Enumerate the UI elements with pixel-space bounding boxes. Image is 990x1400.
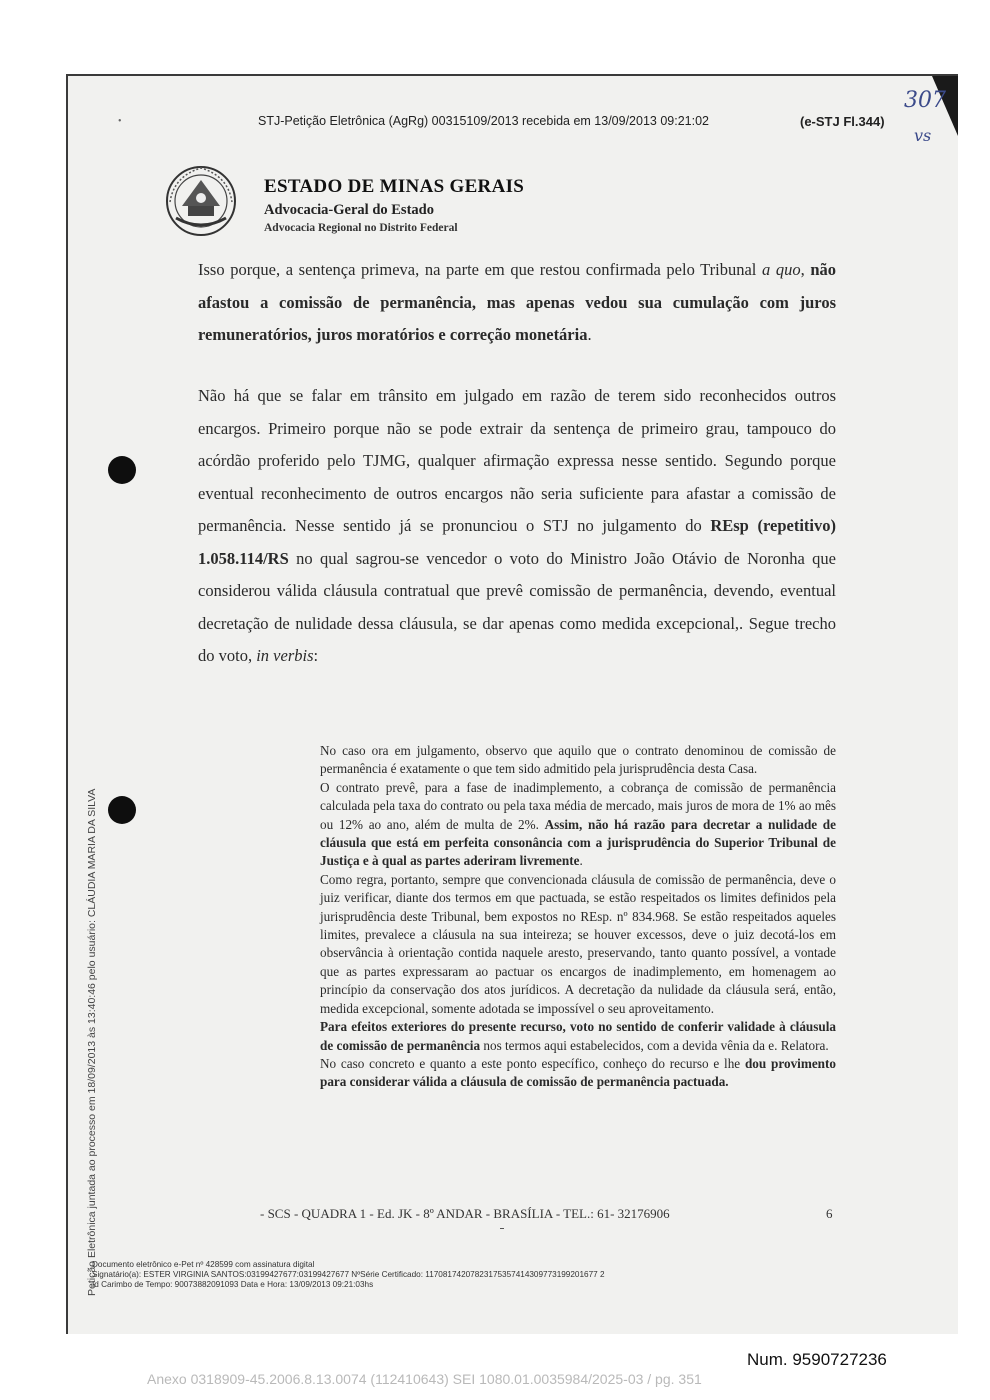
scan-mark: •	[118, 116, 122, 127]
document-number: Num. 9590727236	[747, 1350, 887, 1369]
quote-paragraph: Para efeitos exteriores do presente recurso, voto no sentido de conferir validade à cláusula de comissão de permanência nos termos aqui estabelecidos, com a devida vênia da e. Relatora.	[320, 1019, 836, 1053]
handwritten-initials: vs	[914, 126, 932, 145]
vertical-filing-note: Petição Eletrônica juntada ao processo em 18/09/2013 às 13:40:46 pelo usuário: CLÁUDIA MARIA DA SILVA	[86, 788, 98, 1296]
header-subtitle: Advocacia-Geral do Estado	[264, 202, 434, 218]
header-subtitle-small: Advocacia Regional no Distrito Federal	[264, 222, 458, 234]
punch-hole	[108, 456, 136, 484]
paragraph-1: Isso porque, a sentença primeva, na parte em que restou confirmada pelo Tribunal a quo, não afastou a comissão de permanência, mas apenas vedou sua cumulação com juros remuneratórios, juros moratórios e correção monetária.	[198, 260, 837, 344]
punch-hole	[108, 796, 136, 824]
scanned-page	[66, 74, 958, 1334]
state-seal-icon	[162, 162, 240, 240]
divider	[500, 1228, 504, 1229]
quote-paragraph: O contrato prevê, para a fase de inadimplemento, a cobrança de comissão de permanência calculada pela taxa do contrato ou pela taxa média de mercado, mais juros de mora de 1% ao mês ou 12% ao ano, além de multa de 2%. Assim, não há razão para decretar a nulidade de cláusula que está em perfeita consonância com a jurisprudência do Superior Tribunal de Justiça e à qual as partes aderiram livremente.	[320, 779, 836, 869]
handwritten-number: 307	[904, 88, 946, 113]
petition-header-line: STJ-Petição Eletrônica (AgRg) 00315109/2013 recebida em 13/09/2013 09:21:02	[258, 114, 709, 128]
annex-reference: Anexo 0318909-45.2006.8.13.0074 (112410643) SEI 1080.01.0035984/2025-03 / pg. 351	[147, 1371, 702, 1387]
footer-page-number: 6	[826, 1206, 833, 1221]
header-title: ESTADO DE MINAS GERAIS	[264, 176, 525, 197]
digital-signature-block: Documento eletrônico e-Pet nº 428599 com assinatura digital Signatário(a): ESTER VIRGINIA SANTOS:03199427677:03199427677 NºSérie Certificado: 11708174207823175357414309773199201677 2 Id Carimbo de Tempo: 90073882091093 Data e Hora: 13/09/2013 09:21:03hs	[92, 1260, 605, 1289]
quote-paragraph: Como regra, portanto, sempre que convencionada cláusula de comissão de permanência, deve o juiz verificar, diante dos termos em que pactuada, se estão respeitados os limites definidos pela jurisprudência deste Tribunal, bem expostos no REsp. nº 834.968. Se estão respeitados aqueles limites, prevalece a cláusula na sua inteireza; se houver excessos, deve o juiz decotá-los em observância à orientação contida naquele aresto, preservando, tanto quanto possível, a vontade que as partes expressaram ao pactuar os encargos de inadimplemento, em homenagem ao princípio da conservação dos atos jurídicos. A decretação da nulidade da cláusula será, então, medida excepcional, somente adotada se impossível o seu aproveitamento.	[320, 871, 836, 1016]
paragraph-2: Não há que se falar em trânsito em julgado em razão de terem sido reconhecidos outros encargos. Primeiro porque não se pode extrair da sentença de primeiro grau, tampouco do acórdão proferido pelo TJMG, qualquer afirmação expressa nesse sentido. Segundo porque eventual reconhecimento de outros encargos não seria suficiente para afastar a comissão de permanência. Nesse sentido já se pronunciou o STJ no julgamento do REsp (repetitivo) 1.058.114/RS no qual sagrou-se vencedor o voto do Ministro João Otávio de Noronha que considerou válida cláusula contratual que prevê comissão de permanência, devendo, eventual decretação de nulidade dessa cláusula, se dar apenas como medida excepcional,. Segue trecho do voto, in verbis:	[198, 386, 836, 665]
footer-address: - SCS - QUADRA 1 - Ed. JK - 8º ANDAR - BRASÍLIA - TEL.: 61- 32176906	[260, 1206, 670, 1221]
quote-paragraph: No caso ora em julgamento, observo que aquilo que o contrato denominou de comissão de permanência é exatamente o que tem sido admitido pela jurisprudência desta Casa.	[320, 743, 836, 777]
estj-page-number: (e-STJ Fl.344)	[800, 114, 885, 129]
quote-paragraph: No caso concreto e quanto a este ponto específico, conheço do recurso e lhe dou provimento para considerar válida a cláusula de comissão de permanência pactuada.	[320, 1055, 836, 1090]
block-quote	[320, 742, 836, 1092]
